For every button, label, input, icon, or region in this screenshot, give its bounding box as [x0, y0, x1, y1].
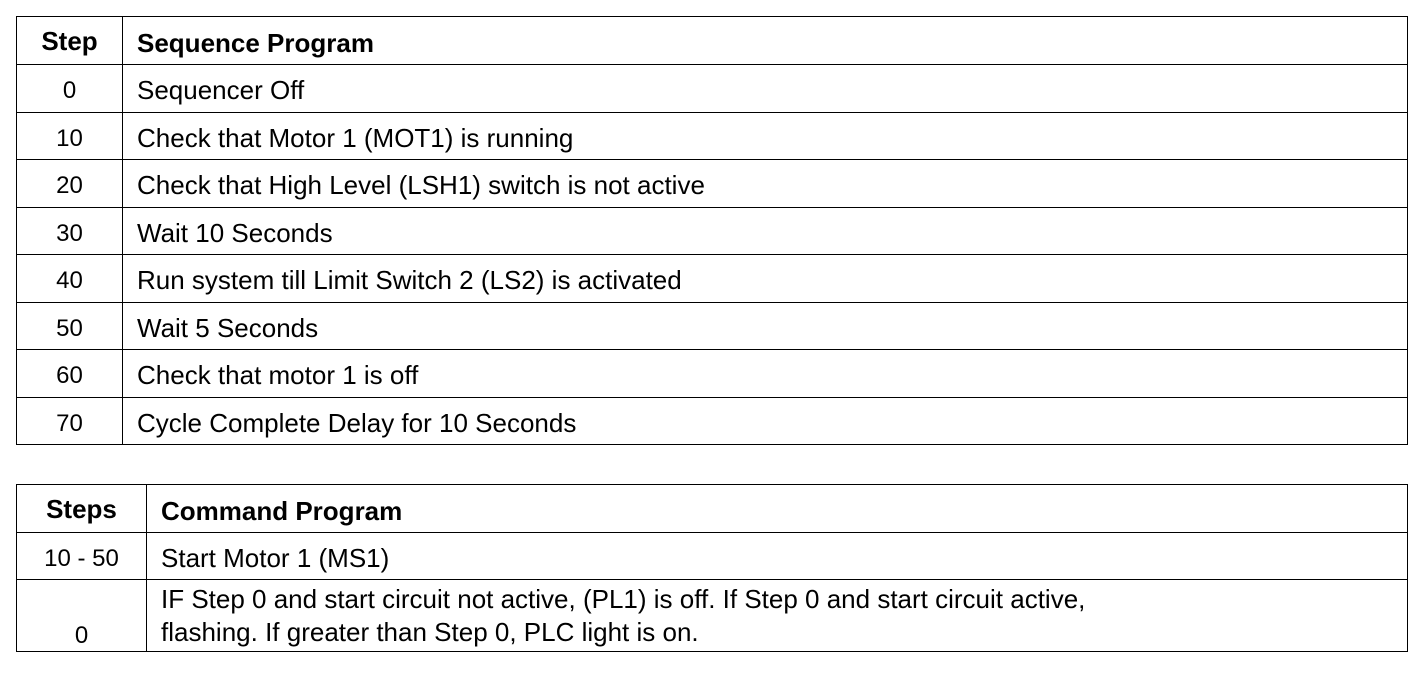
step-description: Run system till Limit Switch 2 (LS2) is activated [123, 255, 1408, 303]
step-range: 10 - 50 [17, 533, 147, 580]
table-row [17, 580, 1408, 652]
table-row [17, 112, 1408, 160]
table-header-row [17, 17, 1408, 65]
table-row [17, 255, 1408, 303]
command-program-column-header: Command Program [147, 485, 1408, 533]
step-description: Cycle Complete Delay for 10 Seconds [123, 397, 1408, 445]
sequence-program-column-header: Sequence Program [123, 17, 1408, 65]
step-number: 30 [17, 207, 123, 255]
sequence-program-table [16, 16, 1408, 445]
step-description: Wait 5 Seconds [123, 302, 1408, 350]
table-row [17, 65, 1408, 113]
step-description: Sequencer Off [123, 65, 1408, 113]
table-row [17, 207, 1408, 255]
step-number: 50 [17, 302, 123, 350]
step-description: Check that motor 1 is off [123, 350, 1408, 398]
command-description: Start Motor 1 (MS1) [147, 533, 1408, 580]
step-description: Check that Motor 1 (MOT1) is running [123, 112, 1408, 160]
table-row [17, 533, 1408, 580]
step-description: Wait 10 Seconds [123, 207, 1408, 255]
table-row [17, 350, 1408, 398]
table-row [17, 160, 1408, 208]
step-number: 40 [17, 255, 123, 303]
step-number: 60 [17, 350, 123, 398]
step-number: 10 [17, 112, 123, 160]
step-range: 0 [17, 580, 147, 652]
step-number: 70 [17, 397, 123, 445]
step-column-header: Step [17, 17, 123, 65]
command-program-table [16, 484, 1408, 652]
command-description-line: flashing. If greater than Step 0, PLC light is on. [161, 616, 699, 647]
command-description [147, 580, 1408, 652]
table-row [17, 397, 1408, 445]
step-description: Check that High Level (LSH1) switch is not active [123, 160, 1408, 208]
step-number: 20 [17, 160, 123, 208]
table-header-row [17, 485, 1408, 533]
command-description-line: IF Step 0 and start circuit not active, (PL1) is off. If Step 0 and start circuit active, [161, 583, 1086, 614]
steps-column-header: Steps [17, 485, 147, 533]
step-number: 0 [17, 65, 123, 113]
table-row [17, 302, 1408, 350]
